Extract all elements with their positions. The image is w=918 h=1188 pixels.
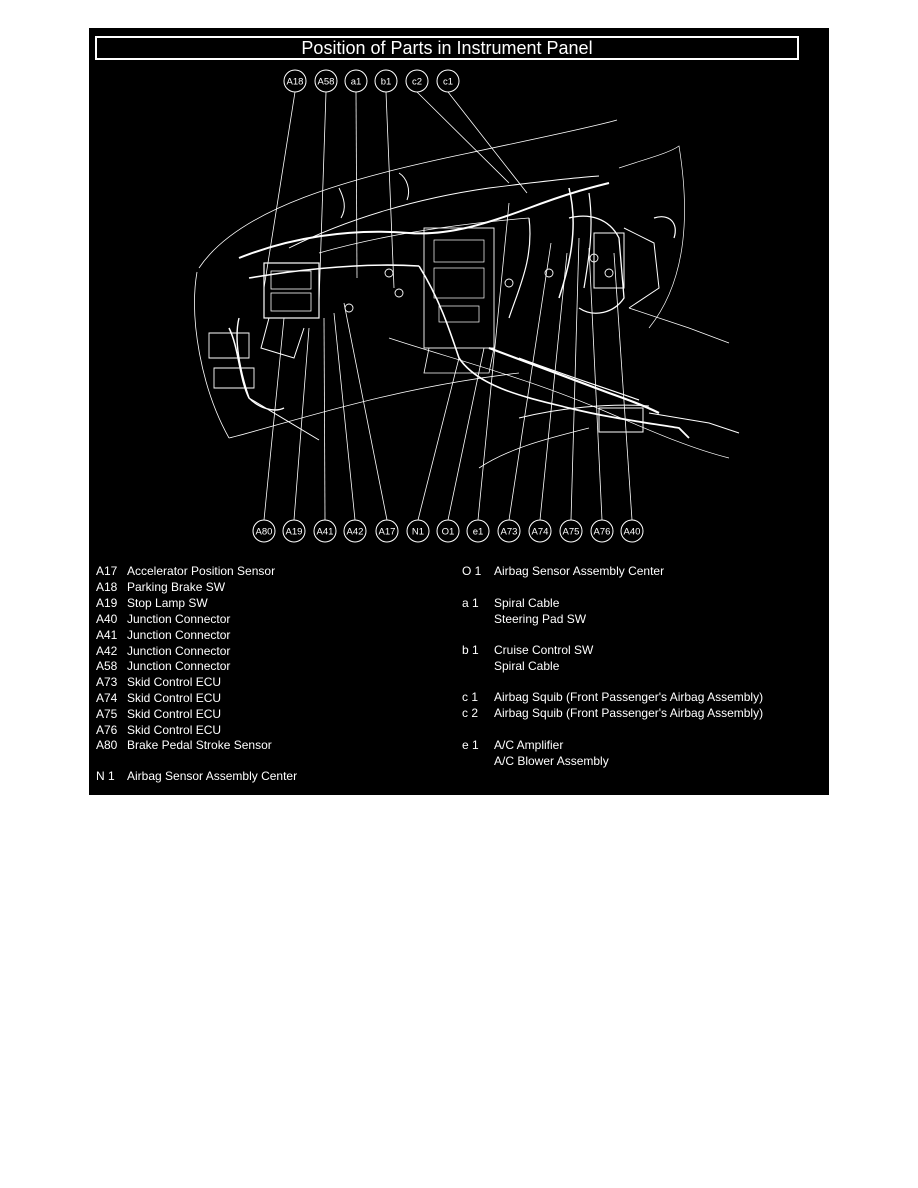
legend-name: Airbag Sensor Assembly Center [494,564,665,578]
legend-code: A41 [96,628,118,642]
callout-label-a75: A75 [562,526,580,538]
legend-code: e 1 [462,738,479,752]
callout-label-c2: c2 [411,76,423,88]
legend-code: c 1 [462,690,479,704]
legend-code: A19 [96,596,118,610]
leader-line-a17 [344,303,387,520]
callout-label-e1: e1 [472,526,484,538]
callout-label-a58: A58 [317,76,335,88]
leader-line-a58 [319,92,326,303]
legend-code: A17 [96,564,118,578]
legend-name: Parking Brake SW [127,580,226,594]
callout-label-b1: b1 [380,76,392,88]
legend-name: Airbag Squib (Front Passenger's Airbag Assembly) [494,706,764,720]
leader-line-a41 [324,318,325,520]
legend-code: A42 [96,644,118,658]
callout-label-a17: A17 [378,526,396,538]
legend-code: A40 [96,612,118,626]
callout-label-a80: A80 [255,526,273,538]
dashboard-drawing [195,120,739,468]
legend-code: c 2 [462,706,479,720]
legend-code: A76 [96,723,118,737]
leader-line-b1 [386,92,394,288]
legend-name: Junction Connector [127,659,231,673]
callout-label-a74: A74 [531,526,549,538]
legend-code: O 1 [462,564,482,578]
legend-name: Airbag Sensor Assembly Center [127,769,298,783]
callout-label-n1: N1 [411,526,425,538]
legend-code: A18 [96,580,118,594]
legend-code: A58 [96,659,118,673]
legend-name: Brake Pedal Stroke Sensor [127,738,272,752]
callout-label-a18: A18 [286,76,304,88]
callout-label-o1: O1 [441,526,455,538]
legend-code: A75 [96,707,118,721]
legend-name: Spiral Cable [494,659,560,673]
leader-line-a1 [356,92,357,278]
callout-label-a1: a1 [350,76,362,88]
legend-name: Skid Control ECU [127,675,222,689]
legend-name: Junction Connector [127,644,231,658]
diagram-panel [89,28,829,795]
leader-line-c1 [448,92,527,193]
callout-label-c1: c1 [442,76,454,88]
legend-name: Steering Pad SW [494,612,587,626]
callout-label-a19: A19 [285,526,303,538]
leader-line-a80 [264,318,284,520]
title-frame [95,36,799,60]
legend-code: A73 [96,675,118,689]
leader-line-o1 [448,348,484,520]
legend-name: Skid Control ECU [127,707,222,721]
legend-name: Skid Control ECU [127,691,222,705]
legend-code: a 1 [462,596,479,610]
page-title: Position of Parts in Instrument Panel [301,38,593,58]
callout-label-a76: A76 [593,526,611,538]
legend-name: Spiral Cable [494,596,560,610]
callout-label-a42: A42 [346,526,364,538]
legend-code: N 1 [96,769,115,783]
leader-line-e1 [478,203,509,520]
legend-name: Skid Control ECU [127,723,222,737]
legend-code: b 1 [462,643,479,657]
legend-name: Cruise Control SW [494,643,594,657]
legend-name: A/C Amplifier [494,738,564,752]
legend-name: Junction Connector [127,612,231,626]
legend-name: Accelerator Position Sensor [127,564,276,578]
leader-line-a19 [294,328,309,520]
leader-line-a73 [509,243,551,520]
callout-label-a41: A41 [316,526,334,538]
legend-name: Airbag Squib (Front Passenger's Airbag Assembly) [494,690,764,704]
leader-line-a74 [540,253,567,520]
callout-label-a40: A40 [623,526,641,538]
callout-label-a73: A73 [500,526,518,538]
leader-line-c2 [417,92,509,183]
legend-name: Stop Lamp SW [127,596,208,610]
legend-name: Junction Connector [127,628,231,642]
legend-name: A/C Blower Assembly [494,754,609,768]
legend-code: A80 [96,738,118,752]
legend-code: A74 [96,691,118,705]
leader-line-a18 [264,92,295,288]
